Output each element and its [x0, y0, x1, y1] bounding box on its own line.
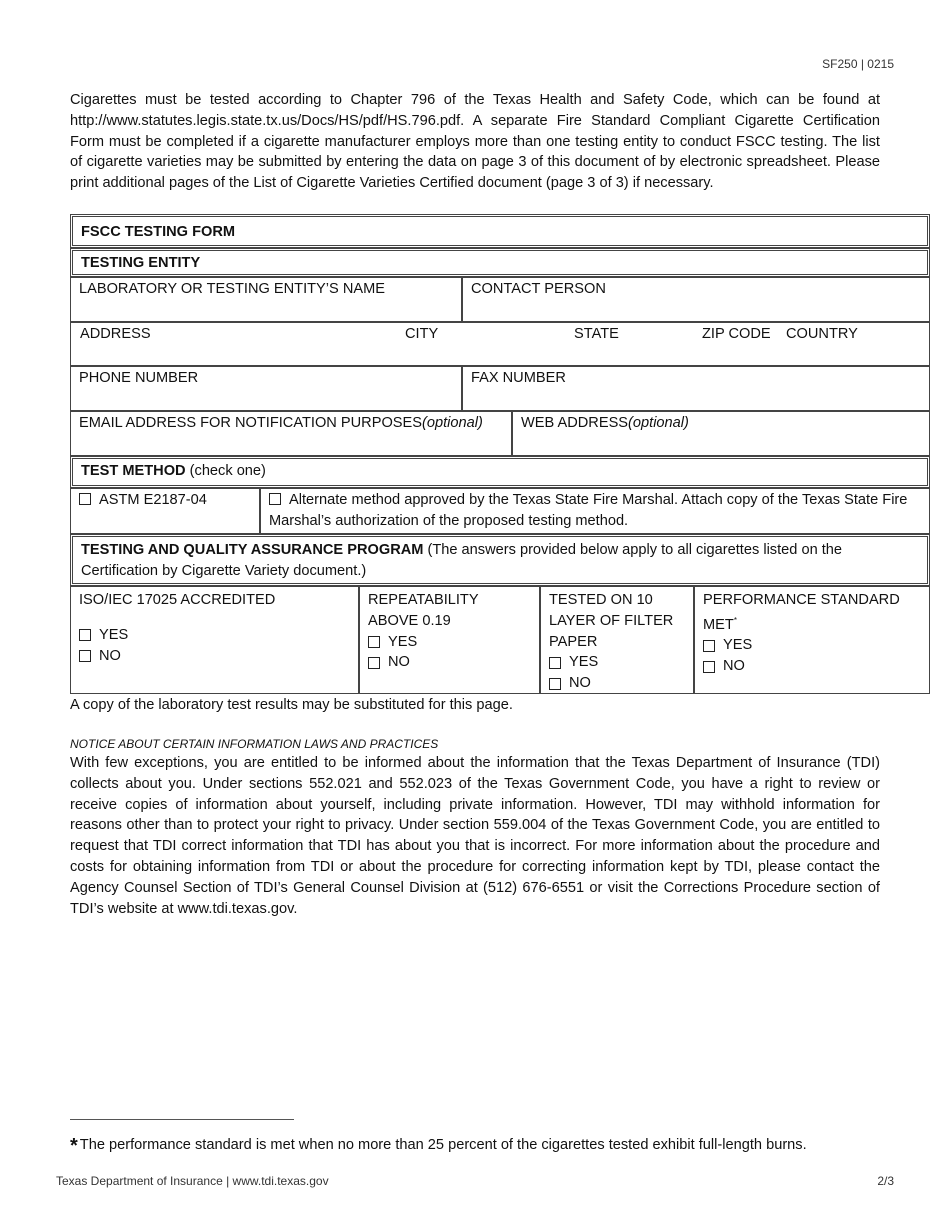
web-label: WEB ADDRESS [521, 415, 629, 431]
repeatability-cell [359, 586, 540, 694]
email-web-row [70, 411, 930, 456]
footer-page-number: 2/3 [877, 1174, 894, 1188]
iso-no-checkbox[interactable] [79, 650, 91, 662]
state-label: STATE [574, 326, 619, 342]
address-label: ADDRESS [80, 326, 151, 342]
form-title: FSCC TESTING FORM [70, 214, 930, 248]
iso-no-label: NO [99, 647, 121, 664]
repeat-yes-label: YES [388, 633, 418, 650]
repeatability-label: REPEATABILITY ABOVE 0.19 [368, 592, 479, 629]
iso-yes-label: YES [99, 626, 129, 643]
perf-no-label: NO [723, 658, 745, 675]
performance-label [703, 590, 921, 635]
performance-text: PERFORMANCE STANDARD MET [703, 592, 900, 633]
zip-label: ZIP CODE [702, 326, 771, 342]
iso-no[interactable] [79, 646, 350, 667]
iso-label: ISO/IEC 17025 ACCREDITED [79, 592, 276, 608]
form-code: SF250 | 0215 [822, 57, 894, 71]
contact-person-field[interactable]: CONTACT PERSON [462, 277, 930, 322]
tested-no[interactable] [549, 673, 685, 694]
astm-label: ASTM E2187-04 [99, 492, 207, 508]
repeat-yes-checkbox[interactable] [368, 636, 380, 648]
tested-no-checkbox[interactable] [549, 678, 561, 690]
test-method-note: (check one) [189, 463, 266, 479]
alternate-option[interactable] [260, 488, 930, 534]
notice-title: NOTICE ABOUT CERTAIN INFORMATION LAWS AND PRACTICES [70, 737, 439, 751]
performance-footnote-mark: * [733, 615, 737, 625]
astm-checkbox[interactable] [79, 493, 91, 505]
test-method-title: TEST METHOD [81, 463, 186, 479]
intro-paragraph: Cigarettes must be tested according to Chapter 796 of the Texas Health and Safety Code, which can be found at http://www.statutes.legis.state.tx.us/Docs/HS/pdf/HS.796.pdf. A separate Fire Standard Compliant Cigarette Certification Form must be completed if a cigarette manufacturer employs more than one testing entity to conduct FSCC testing. The list of cigarette varieties may be submitted by entering the data on page 3 of this document of by electronic spreadsheet. Please print additional pages of the List of Cigarette Varieties Certified document (page 3 of 3) if necessary. [70, 92, 880, 192]
copy-note: A copy of the laboratory test results may be substituted for this page. [70, 697, 513, 713]
name-contact-row [70, 277, 930, 322]
fscc-testing-form [70, 214, 930, 694]
tested-yes[interactable] [549, 652, 685, 673]
footnote-divider [70, 1119, 294, 1120]
qa-title: TESTING AND QUALITY ASSURANCE PROGRAM [81, 542, 424, 558]
qa-program-heading [70, 534, 930, 586]
notice-body: With few exceptions, you are entitled to be informed about the information that the Texas Department of Insurance (TDI) collects about you. Under sections 552.021 and 552.023 of the Texas Government Code, you have a right to review or receive copies of information about yourself, including private information. However, TDI may withhold information for reasons other than to protect your right to privacy. Under section 559.004 of the Texas Government Code, you are entitled to request that TDI correct information that TDI has about you that is incorrect. For more information about the procedure and costs for obtaining information from TDI or about the procedure for correcting information kept by TDI, please contact the Agency Counsel Section of TDI’s General Counsel Division at (512) 676-6551 or visit the Corrections Procedure section of TDI’s website at www.tdi.texas.gov. [70, 755, 880, 917]
fax-field[interactable]: FAX NUMBER [462, 366, 930, 411]
qa-note: (The answers provided below apply to all cigarettes listed on the Certification by Cigarette Variety document.) [81, 542, 843, 579]
repeat-yes[interactable] [368, 632, 531, 653]
email-optional: (optional) [422, 415, 483, 431]
tested-yes-label: YES [569, 654, 599, 671]
alternate-label: Alternate method approved by the Texas State Fire Marshal. Attach copy of the Texas State Fire Marshal’s authorization of the proposed testing method. [269, 492, 908, 529]
qa-answers-row [70, 586, 930, 694]
footnote-mark: * [70, 1135, 78, 1157]
email-label: EMAIL ADDRESS FOR NOTIFICATION PURPOSES [79, 415, 423, 431]
tested-cell [540, 586, 694, 694]
repeat-no-checkbox[interactable] [368, 657, 380, 669]
alternate-checkbox[interactable] [269, 493, 281, 505]
tested-label: TESTED ON 10 LAYER OF FILTER PAPER [549, 592, 674, 650]
email-field[interactable] [70, 411, 512, 456]
performance-cell [694, 586, 930, 694]
iso-yes[interactable] [79, 625, 350, 646]
country-label: COUNTRY [786, 326, 858, 342]
lab-name-field[interactable]: LABORATORY OR TESTING ENTITY’S NAME [70, 277, 462, 322]
test-method-heading [70, 456, 930, 488]
address-row[interactable] [70, 322, 930, 366]
repeat-no-label: NO [388, 654, 410, 671]
perf-yes[interactable] [703, 635, 921, 656]
perf-no[interactable] [703, 656, 921, 677]
phone-fax-row [70, 366, 930, 411]
web-optional: (optional) [628, 415, 689, 431]
astm-option[interactable] [70, 488, 260, 534]
iso-yes-checkbox[interactable] [79, 629, 91, 641]
footnote [70, 1135, 807, 1158]
testing-entity-heading: TESTING ENTITY [70, 248, 930, 277]
perf-yes-label: YES [723, 637, 753, 654]
perf-yes-checkbox[interactable] [703, 640, 715, 652]
repeat-no[interactable] [368, 652, 531, 673]
footer-agency: Texas Department of Insurance | www.tdi.texas.gov [56, 1174, 329, 1188]
phone-field[interactable]: PHONE NUMBER [70, 366, 462, 411]
perf-no-checkbox[interactable] [703, 661, 715, 673]
footnote-text: The performance standard is met when no more than 25 percent of the cigarettes tested exhibit full-length burns. [79, 1137, 807, 1153]
test-method-options [70, 488, 930, 534]
web-field[interactable] [512, 411, 930, 456]
tested-no-label: NO [569, 675, 591, 692]
tested-yes-checkbox[interactable] [549, 657, 561, 669]
city-label: CITY [405, 326, 439, 342]
iso-cell [70, 586, 359, 694]
